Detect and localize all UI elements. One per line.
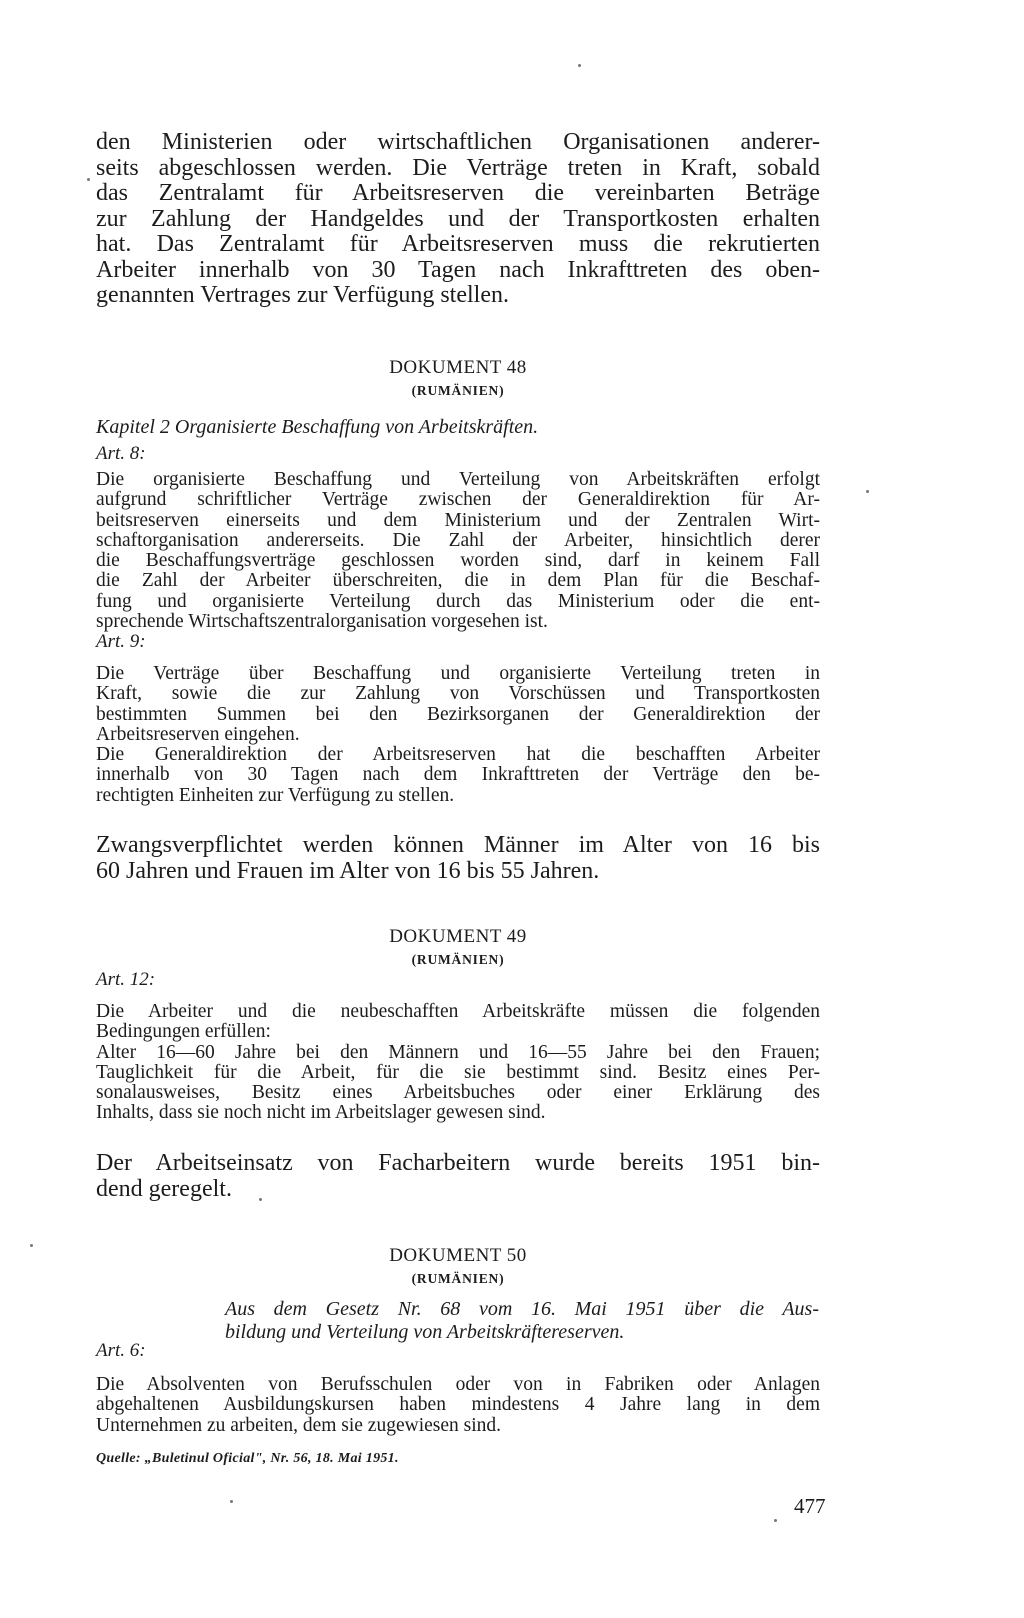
text-line: hat. Das Zentralamt für Arbeitsreserven muss die rekrutierten bbox=[96, 231, 820, 257]
doc48-country: (RUMÄNIEN) bbox=[411, 383, 505, 398]
text-line: Tauglichkeit für die Arbeit, für die sie bestimmt sind. Besitz eines Per- bbox=[96, 1061, 820, 1083]
art12-text bbox=[96, 1002, 820, 1124]
art12-label: Art. 12: bbox=[96, 969, 156, 990]
text-line: Zwangsverpflichtet werden können Männer im Alter von 16 bis bbox=[96, 832, 820, 858]
text-line: Die Arbeiter und die neubeschafften Arbeitskräfte müssen die folgenden bbox=[96, 1001, 820, 1022]
text-line: 60 Jahren und Frauen im Alter von 16 bis 55 Jahren. bbox=[96, 857, 600, 884]
doc50-title: DOKUMENT 50 bbox=[389, 1245, 527, 1266]
doc50-caption bbox=[225, 1298, 819, 1344]
scan-speck bbox=[774, 1519, 777, 1522]
text-line: Alter 16—60 Jahre bei den Männern und 16—55 Jahre bei den Frauen; bbox=[96, 1041, 820, 1063]
text-line: abgehaltenen Ausbildungskursen haben mindestens 4 Jahre lang in dem bbox=[96, 1394, 820, 1416]
caption-line: Aus dem Gesetz Nr. 68 vom 16. Mai 1951 über die Aus- bbox=[225, 1298, 819, 1320]
doc49-title: DOKUMENT 49 bbox=[389, 926, 527, 947]
text-line: rechtigten Einheiten zur Verfügung zu stellen. bbox=[96, 784, 455, 806]
text-line: Arbeiter innerhalb von 30 Tagen nach Inkrafttreten des oben- bbox=[96, 256, 820, 283]
text-line: aufgrund schriftlicher Verträge zwischen der Generaldirektion für Ar- bbox=[96, 489, 820, 511]
scan-speck bbox=[259, 1198, 262, 1201]
interlude-paragraph-1 bbox=[96, 833, 820, 884]
text-line: die Beschaffungsverträge geschlossen worden sind, darf in keinem Fall bbox=[96, 550, 820, 572]
text-line: Die Verträge über Beschaffung und organisierte Verteilung treten in bbox=[96, 663, 820, 684]
text-line: das Zentralamt für Arbeitsreserven die vereinbarten Beträge bbox=[96, 180, 820, 206]
doc48-title: DOKUMENT 48 bbox=[389, 357, 527, 378]
text-line: sonalausweises, Besitz eines Arbeitsbuches oder einer Erklärung des bbox=[96, 1082, 820, 1104]
text-line: Arbeitsreserven eingehen. bbox=[96, 723, 300, 745]
doc50-country: (RUMÄNIEN) bbox=[411, 1271, 505, 1286]
text-line: Der Arbeitseinsatz von Facharbeitern wurde bereits 1951 bin- bbox=[96, 1150, 820, 1176]
text-line: sprechende Wirtschaftszentralorganisation vorgesehen ist. bbox=[96, 611, 548, 633]
page-number: 477 bbox=[794, 1494, 826, 1518]
text-line: beitsreserven einerseits und dem Ministerium und der Zentralen Wirt- bbox=[96, 509, 820, 531]
text-line: innerhalb von 30 Tagen nach dem Inkrafttreten der Verträge den be- bbox=[96, 764, 820, 786]
chapter-heading: Kapitel 2 Organisierte Beschaffung von Arbeitskräften. bbox=[96, 416, 539, 438]
text-line: den Ministerien oder wirtschaftlichen Organisationen anderer- bbox=[96, 129, 820, 155]
text-line: Die Absolventen von Berufsschulen oder von in Fabriken oder Anlagen bbox=[96, 1374, 820, 1395]
text-line: dend geregelt. bbox=[96, 1175, 232, 1202]
source-citation: Quelle: „Buletinul Oficial", Nr. 56, 18. Mai 1951. bbox=[96, 1451, 399, 1466]
text-line: schaftorganisation andererseits. Die Zahl der Arbeiter, hinsichtlich derer bbox=[96, 529, 820, 551]
scan-speck bbox=[866, 490, 869, 493]
art6-text bbox=[96, 1375, 820, 1436]
text-line: zur Zahlung der Handgeldes und der Transportkosten erhalten bbox=[96, 205, 820, 232]
interlude-paragraph-2 bbox=[96, 1151, 820, 1202]
caption-line: bildung und Verteilung von Arbeitskräftereserven. bbox=[225, 1321, 625, 1343]
text-line: die Zahl der Arbeiter überschreiten, die in dem Plan für die Beschaf- bbox=[96, 570, 820, 592]
art6-label: Art. 6: bbox=[96, 1340, 146, 1361]
text-line: seits abgeschlossen werden. Die Verträge treten in Kraft, sobald bbox=[96, 154, 820, 181]
text-line: Kraft, sowie die zur Zahlung von Vorschüssen und Transportkosten bbox=[96, 683, 820, 705]
text-line: bestimmten Summen bei den Bezirksorganen der Generaldirektion der bbox=[96, 703, 820, 725]
art9-label: Art. 9: bbox=[96, 631, 146, 652]
text-line: Die Generaldirektion der Arbeitsreserven hat die beschafften Arbeiter bbox=[96, 744, 820, 766]
intro-paragraph bbox=[96, 130, 820, 309]
scan-speck bbox=[87, 178, 90, 181]
doc49-country: (RUMÄNIEN) bbox=[411, 952, 505, 967]
scan-speck bbox=[230, 1500, 233, 1503]
art8-text bbox=[96, 470, 820, 632]
text-line: Die organisierte Beschaffung und Verteilung von Arbeitskräften erfolgt bbox=[96, 469, 820, 490]
text-line: Unternehmen zu arbeiten, dem sie zugewiesen sind. bbox=[96, 1414, 502, 1436]
scan-speck bbox=[30, 1244, 33, 1247]
art8-label: Art. 8: bbox=[96, 443, 146, 464]
doc48-chapter bbox=[96, 416, 820, 438]
art9-text bbox=[96, 664, 820, 806]
scan-speck bbox=[578, 64, 581, 67]
text-line: Bedingungen erfüllen: bbox=[96, 1021, 271, 1043]
text-line: fung und organisierte Verteilung durch das Ministerium oder die ent- bbox=[96, 590, 820, 612]
text-line: genannten Vertrages zur Verfügung stellen. bbox=[96, 282, 509, 308]
text-line: Inhalts, dass sie noch nicht im Arbeitslager gewesen sind. bbox=[96, 1102, 546, 1124]
